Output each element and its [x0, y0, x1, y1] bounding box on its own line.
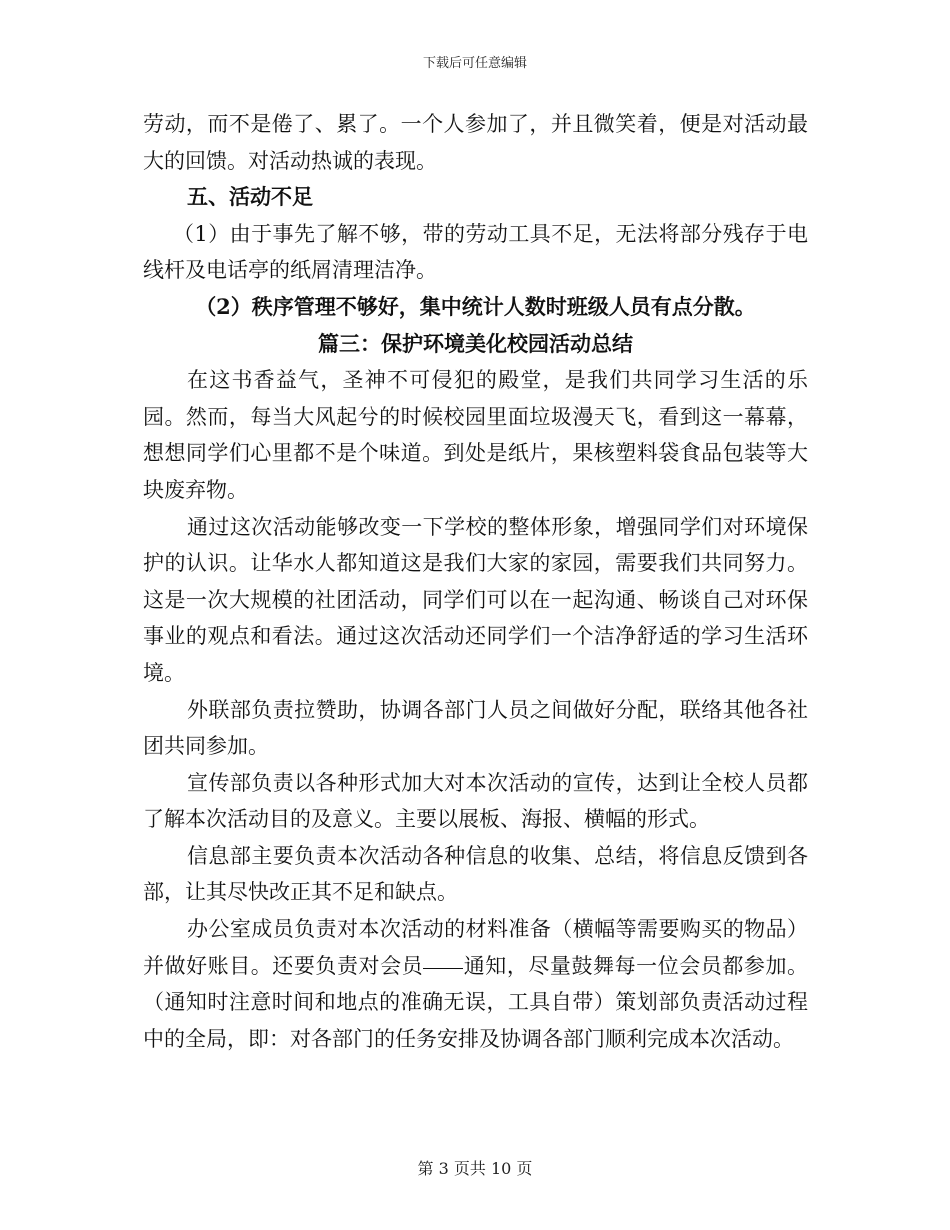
office-text-part-1: 办公室成员负责对本次活动的材料准备（横幅等需要购买的物品）并做好账目。还要负责对会员: [143, 917, 808, 978]
page-footer: 第 3 页共 10 页: [417, 1159, 533, 1178]
paragraph-liaison-dept: 外联部负责拉赞助，协调各部门人员之间做好分配，联络其他各社团共同参加。: [143, 697, 808, 759]
paragraph-publicity-dept: 宣传部负责以各种形式加大对本次活动的宣传，达到让全校人员都了解本次活动目的及意义。主要以展板、海报、横幅的形式。: [143, 770, 808, 832]
paragraph-continuation: 劳动，而不是倦了、累了。一个人参加了，并且微笑着，便是对活动最大的回馈。对活动热诚的表现。: [143, 112, 808, 173]
paragraph-info-dept: 信息部主要负责本次活动各种信息的收集、总结，将信息反馈到各部，让其尽快改正其不足和缺点。: [143, 843, 808, 905]
shortcoming-item-1: （1）由于事先了解不够，带的劳动工具不足，无法将部分残存于电线杆及电话亭的纸屑清理洁净。: [143, 221, 808, 283]
blank-underline: [423, 967, 463, 969]
paragraph-office-dept: [143, 911, 808, 1057]
document-body: [143, 106, 808, 1057]
page-header: 下载后可任意编辑: [422, 56, 527, 71]
section-heading-shortcomings: 五、活动不足: [187, 184, 313, 210]
article-title: 篇三：保护环境美化校园活动总结: [318, 330, 633, 356]
paragraph-intro: 在这书香益气，圣神不可侵犯的殿堂，是我们共同学习生活的乐园。然而，每当大风起兮的时候校园里面垃圾漫天飞，看到这一幕幕，想想同学们心里都不是个味道。到处是纸片，果核塑料袋食品包装等大块废弃物。: [143, 368, 808, 502]
shortcoming-item-2: （2）秩序管理不够好，集中统计人数时班级人员有点分散。: [195, 293, 756, 319]
office-text-part-2: 通知，尽量鼓舞每一位会员都参加。（通知时注意时间和地点的准确无误，工具自带）策划部负责活动过程中的全局，即：对各部门的任务安排及协调各部门顺利完成本次活动。: [143, 953, 808, 1051]
paragraph-purpose: 通过这次活动能够改变一下学校的整体形象，增强同学们对环境保护的认识。让华水人都知道这是我们大家的家园，需要我们共同努力。这是一次大规模的社团活动，同学们可以在一起沟通、畅谈自己对环保事业的观点和看法。通过这次活动还同学们一个洁净舒适的学习生活环境。: [143, 514, 808, 685]
